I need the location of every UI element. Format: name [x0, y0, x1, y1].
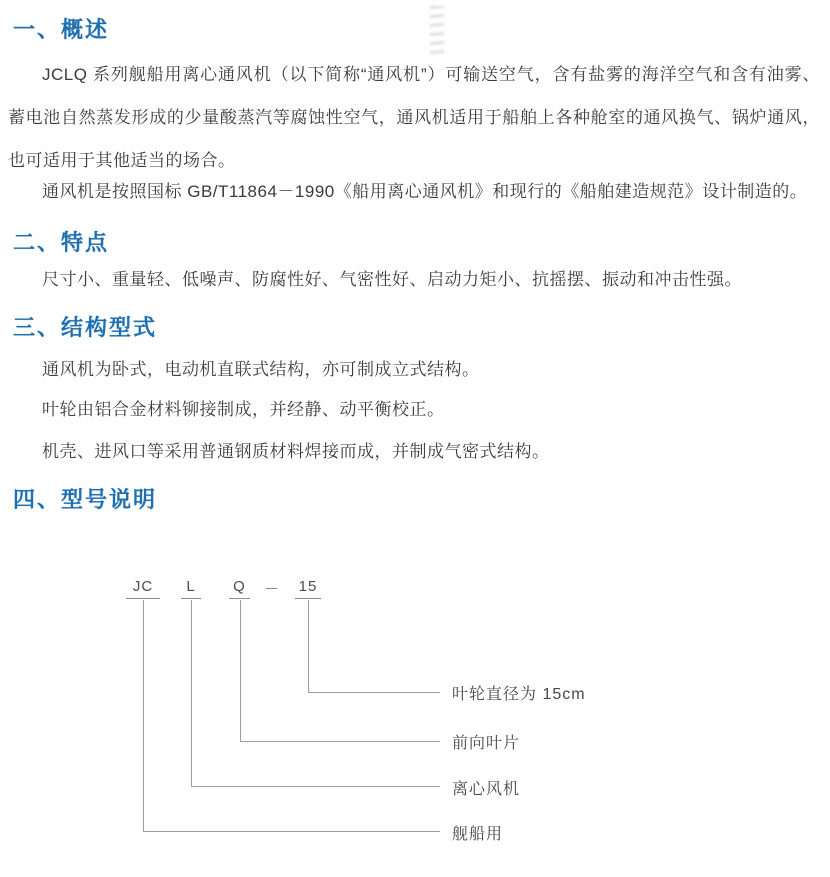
overview-paragraph-2: 通风机是按照国标 GB/T11864－1990《船用离心通风机》和现行的《船舶建造规范》设计制造的。 — [42, 182, 808, 201]
section-heading-structure: 三、结构型式 — [13, 315, 158, 340]
connector-line-l-horizontal — [191, 786, 440, 787]
connector-line-jc-horizontal — [143, 831, 440, 832]
diagram-label-impeller-diameter: 叶轮直径为 15cm — [452, 686, 586, 703]
connector-line-q-vertical — [240, 600, 241, 742]
connector-line-l-vertical — [191, 600, 192, 787]
section-heading-overview: 一、概述 — [13, 17, 110, 42]
model-code-15: 15 — [295, 578, 321, 599]
connector-line-15-vertical — [308, 600, 309, 693]
model-code-l: L — [181, 578, 201, 599]
overview-paragraph-1: JCLQ 系列舰船用离心通风机（以下简称“通风机”）可输送空气，含有盐雾的海洋空气和含有油雾、蓄电池自然蒸发形成的少量酸蒸汽等腐蚀性空气，通风机适用于船舶上各种舱室的通风换气、锅炉通风，也可适用于其他适当的场合。 — [8, 65, 820, 170]
connector-line-15-horizontal — [308, 692, 440, 693]
section-heading-model-designation: 四、型号说明 — [13, 487, 158, 512]
model-code-q: Q — [229, 578, 250, 599]
model-code-dash: － — [263, 581, 280, 598]
structure-paragraph-2: 叶轮由铝合金材料铆接制成，并经静、动平衡校正。 — [42, 400, 445, 419]
section-heading-features: 二、特点 — [13, 230, 110, 255]
diagram-label-naval-use: 舰船用 — [452, 826, 504, 843]
features-paragraph: 尺寸小、重量轻、低噪声、防腐性好、气密性好、启动力矩小、抗摇摆、振动和冲击性强。 — [42, 270, 742, 289]
diagram-label-centrifugal-fan: 离心风机 — [452, 781, 521, 798]
scan-artifact — [430, 6, 444, 54]
model-code-jc: JC — [126, 578, 160, 599]
structure-paragraph-1: 通风机为卧式，电动机直联式结构，亦可制成立式结构。 — [42, 360, 480, 379]
diagram-label-forward-blades: 前向叶片 — [452, 735, 521, 752]
structure-paragraph-3: 机壳、进风口等采用普通钢质材料焊接而成，并制成气密式结构。 — [42, 442, 550, 461]
connector-line-q-horizontal — [240, 741, 440, 742]
connector-line-jc-vertical — [143, 600, 144, 832]
